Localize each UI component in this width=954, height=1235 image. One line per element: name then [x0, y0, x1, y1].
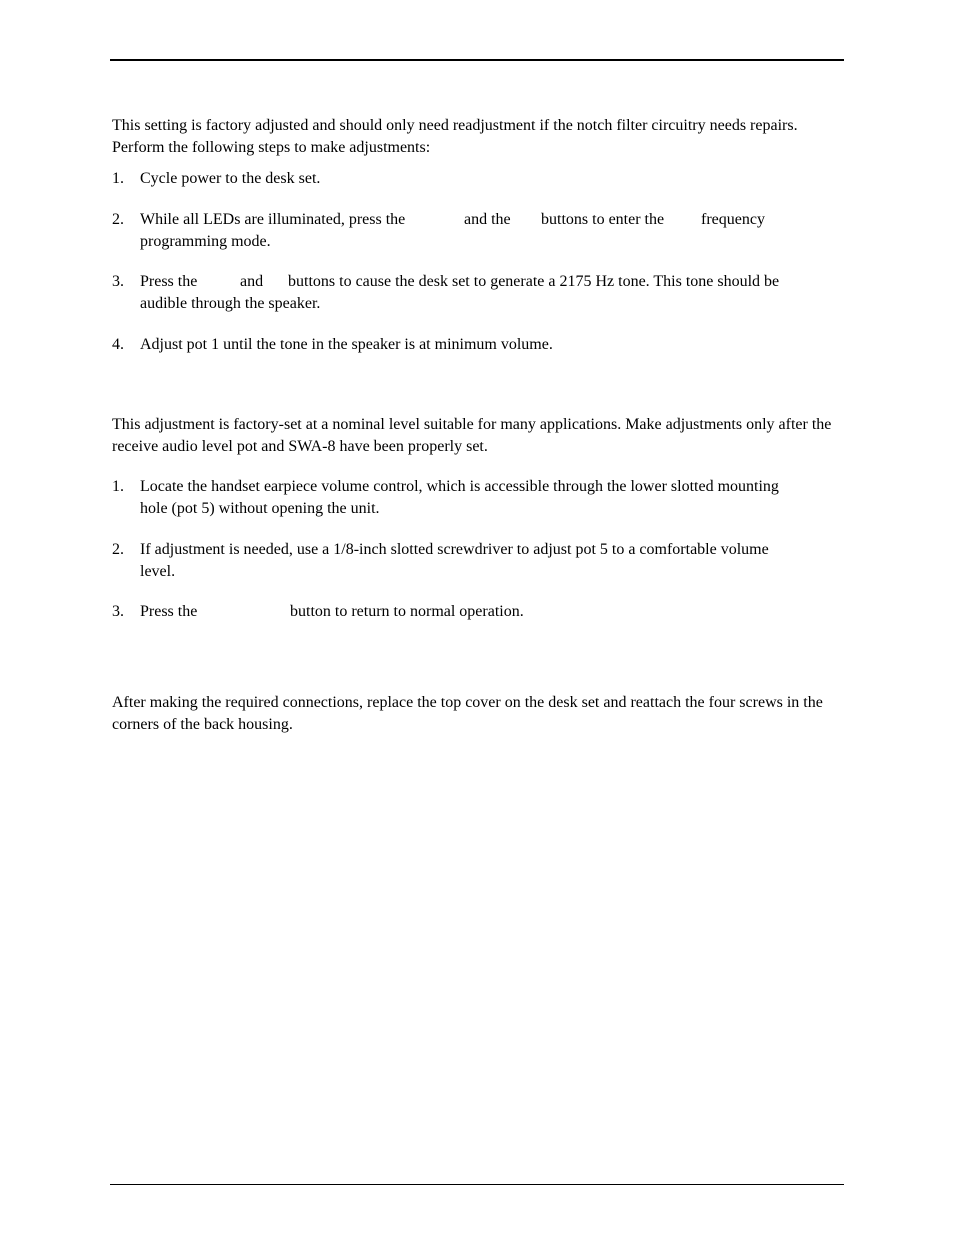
reassembly-paragraph: After making the required connections, replace the top cover on the desk set and reattach the four screws in the corners of the back housing.: [112, 694, 823, 733]
step-text-part: and the: [464, 211, 511, 228]
step-number: 1.: [112, 478, 124, 495]
step-number: 3.: [112, 603, 124, 620]
step-text-continued: hole (pot 5) without opening the unit.: [140, 500, 380, 517]
step-text-continued: audible through the speaker.: [140, 295, 321, 312]
step-text-part: While all LEDs are illuminated, press the: [140, 211, 406, 228]
step-number: 1.: [112, 170, 124, 187]
notch-intro-paragraph: This setting is factory adjusted and should only need readjustment if the notch filter circuitry needs repairs. Perform the following steps to make adjustments:: [112, 117, 798, 156]
header-rule: [110, 59, 844, 61]
step-number: 2.: [112, 211, 124, 228]
step-text-part: Press the: [140, 273, 198, 290]
step-text-part: frequency: [701, 211, 765, 228]
step-text-part: Press the: [140, 603, 198, 620]
step-text-part: and: [240, 273, 264, 290]
step-text-part: button to return to normal operation.: [290, 603, 524, 620]
step-text: Adjust pot 1 until the tone in the speaker is at minimum volume.: [140, 336, 553, 353]
step-text-part: buttons to enter the: [541, 211, 665, 228]
step-text-continued: programming mode.: [140, 233, 271, 250]
step-text: If adjustment is needed, use a 1/8-inch slotted screwdriver to adjust pot 5 to a comfortable volume: [140, 541, 769, 558]
step-text-continued: level.: [140, 563, 176, 580]
earpiece-intro-paragraph: This adjustment is factory-set at a nominal level suitable for many applications. Make adjustments only after the receive audio level pot and SWA-8 have been properly set.: [112, 416, 832, 455]
step-number: 4.: [112, 336, 124, 353]
step-number: 2.: [112, 541, 124, 558]
step-text-part: buttons to cause the desk set to generate a 2175 Hz tone. This tone should be: [288, 273, 780, 290]
step-text: Locate the handset earpiece volume control, which is accessible through the lower slotted mounting: [140, 478, 779, 495]
footer-rule: [110, 1184, 844, 1185]
step-number: 3.: [112, 273, 124, 290]
step-text: Cycle power to the desk set.: [140, 170, 321, 187]
